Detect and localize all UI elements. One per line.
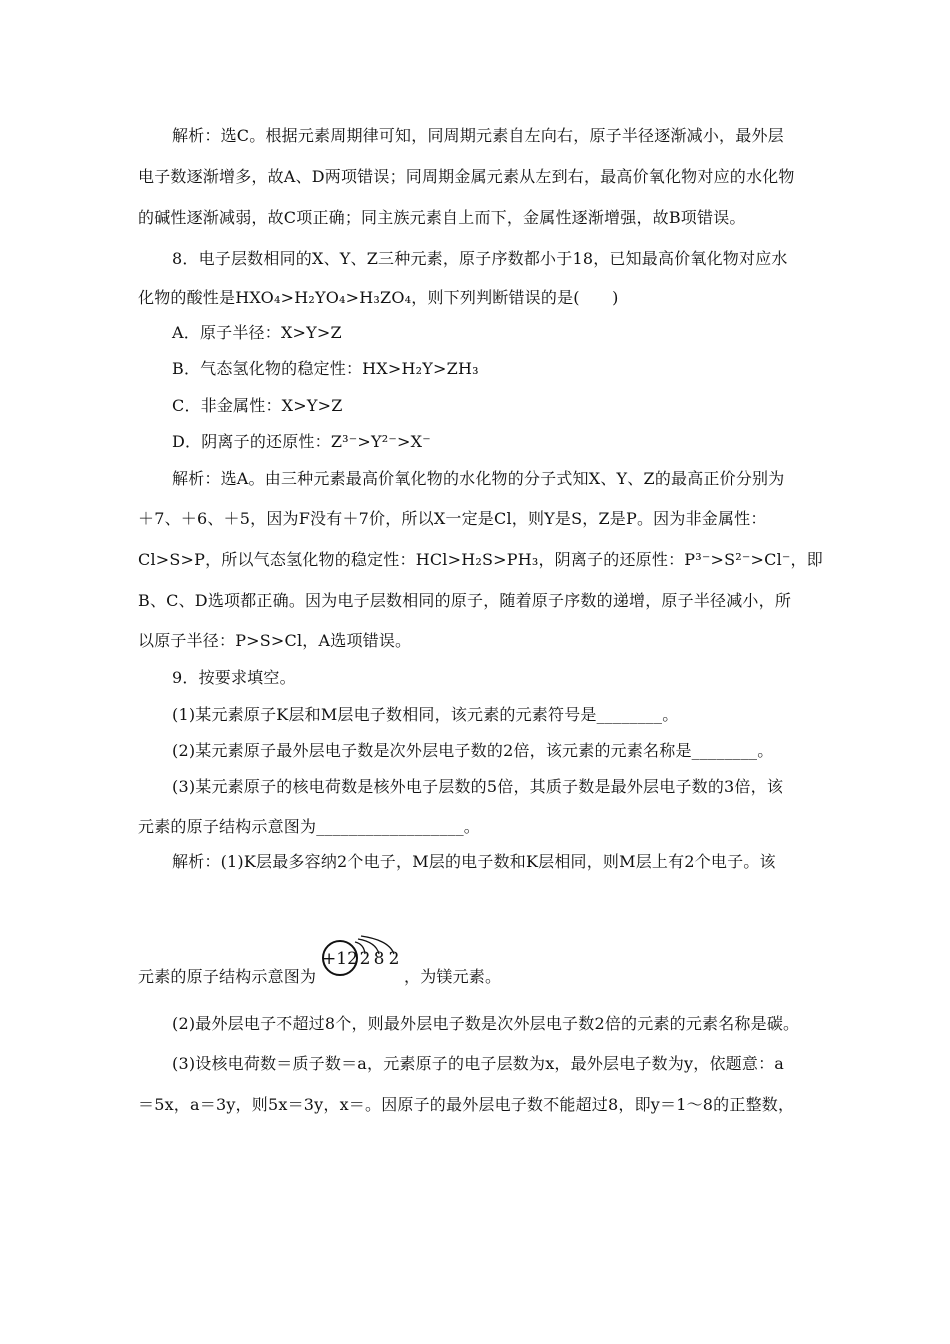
question-8-stem-cont: 化物的酸性是HXO₄>H₂YO₄>H₃ZO₄，则下列判断错误的是( ) <box>138 288 619 307</box>
option-d: D．阴离子的还原性：Z³⁻>Y²⁻>X⁻ <box>172 432 431 451</box>
shell-electron-count: 2 <box>359 949 371 969</box>
analysis-line: (2)最外层电子不超过8个，则最外层电子数是次外层电子数2倍的元素的元素名称是碳。 <box>172 1014 800 1033</box>
question-9-stem: 9．按要求填空。 <box>172 668 296 687</box>
analysis-line: ，为镁元素。 <box>404 967 502 986</box>
text-line: 的碱性逐渐减弱，故C项正确；同主族元素自上而下，金属性逐渐增强，故B项错误。 <box>138 208 746 227</box>
question-9-part-3-cont: 元素的原子结构示意图为__________________。 <box>138 817 481 836</box>
analysis-line: Cl>S>P，所以气态氢化物的稳定性：HCl>H₂S>PH₃，阴离子的还原性：P³⁻>S²⁻>Cl⁻，即 <box>138 550 823 569</box>
analysis-line: ＋7、＋6、＋5，因为F没有＋7价，所以X一定是Cl，则Y是S，Z是P。因为非金属性： <box>138 509 767 528</box>
analysis-line: 以原子半径：P>S>Cl，A选项错误。 <box>138 631 412 650</box>
shell-electron-count: 2 <box>388 949 400 969</box>
option-b: B．气态氢化物的稳定性：HX>H₂Y>ZH₃ <box>172 359 479 378</box>
analysis-line: ＝5x，a＝3y，则5x＝3y，x＝。因原子的最外层电子数不能超过8，即y＝1～8的正整数， <box>138 1095 795 1114</box>
analysis-line: 元素的原子结构示意图为 <box>138 967 317 986</box>
analysis-line: 解析：选A。由三种元素最高价氧化物的水化物的分子式知X、Y、Z的最高正价分别为 <box>172 469 785 488</box>
analysis-line: (3)设核电荷数＝质子数＝a，元素原子的电子层数为x，最外层电子数为y，依题意：a <box>172 1054 785 1073</box>
option-a: A．原子半径：X>Y>Z <box>172 323 342 342</box>
option-c: C．非金属性：X>Y>Z <box>172 396 343 415</box>
analysis-line: 解析：(1)K层最多容纳2个电子，M层的电子数和K层相同，则M层上有2个电子。该 <box>172 852 776 871</box>
question-9-part-2: (2)某元素原子最外层电子数是次外层电子数的2倍，该元素的元素名称是________。 <box>172 741 774 760</box>
question-9-part-1: (1)某元素原子K层和M层电子数相同，该元素的元素符号是________。 <box>172 705 679 724</box>
analysis-line: B、C、D选项都正确。因为电子层数相同的原子，随着原子序数的递增，原子半径减小，所 <box>138 591 792 610</box>
question-9-part-3: (3)某元素原子的核电荷数是核外电子层数的5倍，其质子数是最外层电子数的3倍，该 <box>172 777 784 796</box>
nucleus-charge: +12 <box>322 949 358 969</box>
question-8-stem: 8．电子层数相同的X、Y、Z三种元素，原子序数都小于18，已知最高价氧化物对应水 <box>172 249 788 268</box>
atomic-structure-diagram <box>318 934 404 980</box>
text-line: 解析：选C。根据元素周期律可知，同周期元素自左向右，原子半径逐渐减小，最外层 <box>172 126 784 145</box>
text-line: 电子数逐渐增多，故A、D两项错误；同周期金属元素从左到右，最高价氧化物对应的水化物 <box>138 167 795 186</box>
shell-electron-count: 8 <box>373 949 385 969</box>
